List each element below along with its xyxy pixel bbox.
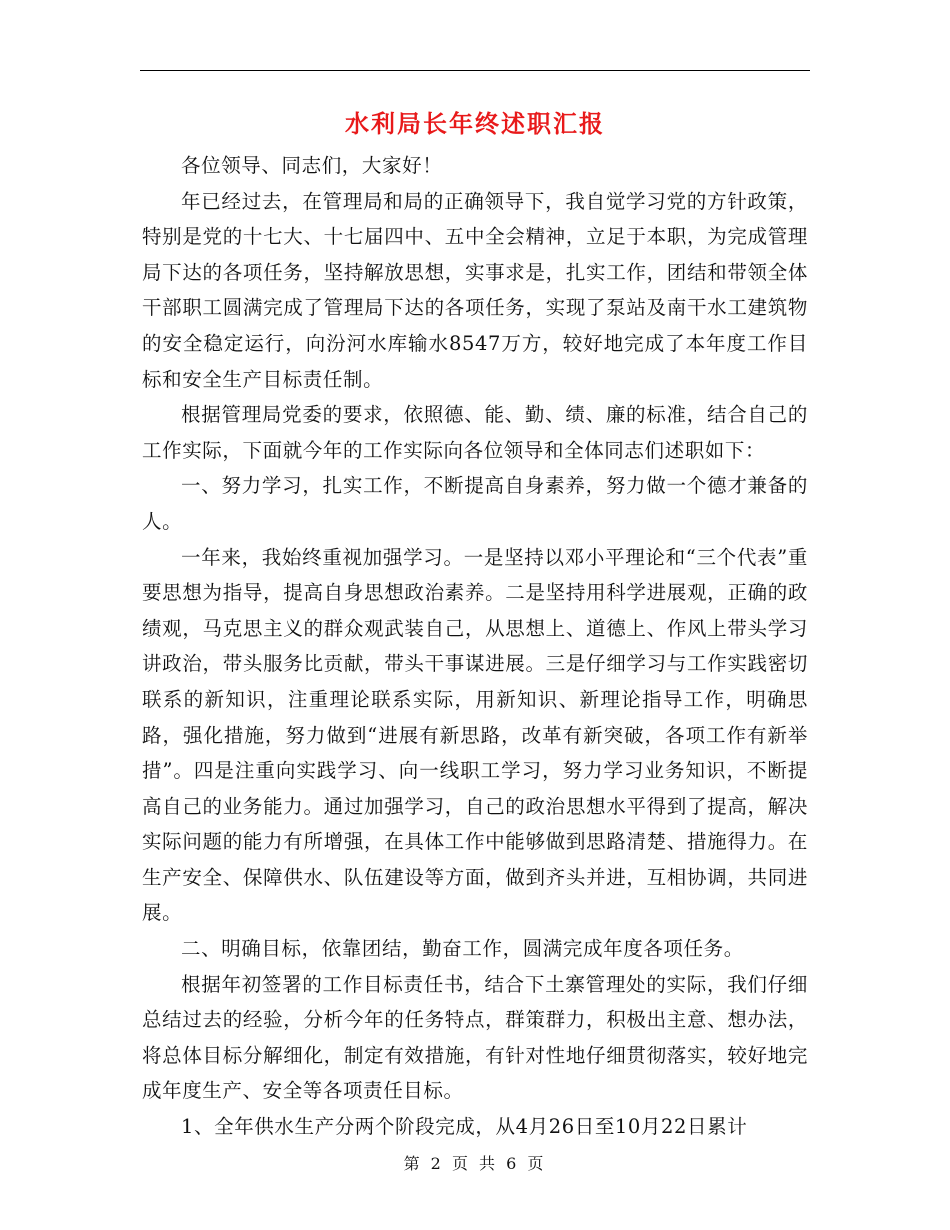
section-heading-goals: 二、明确目标，依靠团结，勤奋工作，圆满完成年度各项任务。 [181,937,744,961]
header-rule [140,70,810,71]
page-number: 第 2 页 共 6 页 [403,1154,547,1173]
paragraph-intro: 年已经过去，在管理局和局的正确领导下，我自觉学习党的方针政策，特别是党的十七大、十七届四中、五中全会精神，立足于本职，为完成管理局下达的各项任务，坚持解放思想，实事求是，扎实工作，团结和带领全体干部职工圆满完成了管理局下达的各项任务，实现了泵站及南干水工建筑物的安全稳定运行，向汾河水库输水8547万方，较好地完成了本年度工作目标和安全生产目标责任制。 [142,189,808,391]
document-body [142,148,808,1145]
paragraph-water-supply: 1、全年供水生产分两个阶段完成，从4月26日至10月22日累计 [181,1115,748,1139]
paragraph-study: 一年来，我始终重视加强学习。一是坚持以邓小平理论和“三个代表”重要思想为指导，提高自身思想政治素养。二是坚持用科学进展观，正确的政绩观，马克思主义的群众观武装自己，从思想上、道德上、作风上带头学习讲政治，带头服务比贡献，带头干事谋进展。三是仔细学习与工作实践密切联系的新知识，注重理论联系实际，用新知识、新理论指导工作，明确思路，强化措施，努力做到“进展有新思路，改革有新突破，各项工作有新举措”。四是注重向实践学习、向一线职工学习，努力学习业务知识，不断提高自己的业务能力。通过加强学习，自己的政治思想水平得到了提高，解决实际问题的能力有所增强，在具体工作中能够做到思路清楚、措施得力。在生产安全、保障供水、队伍建设等方面，做到齐头并进，互相协调，共同进展。 [142,545,808,925]
paragraph-goals: 根据年初签署的工作目标责任书，结合下土寨管理处的实际，我们仔细总结过去的经验，分析今年的任务特点，群策群力，积极出主意、想办法，将总体目标分解细化，制定有效措施，有针对性地仔细贯彻落实，较好地完成年度生产、安全等各项责任目标。 [142,972,808,1103]
document-title: 水利局长年终述职汇报 [345,109,605,138]
section-heading-study: 一、努力学习，扎实工作，不断提高自身素养，努力做一个德才兼备的人。 [142,474,808,533]
paragraph-greeting: 各位领导、同志们，大家好！ [181,154,443,177]
paragraph-basis: 根据管理局党委的要求，依照德、能、勤、绩、廉的标准，结合自己的工作实际，下面就今年的工作实际向各位领导和全体同志们述职如下： [142,403,808,462]
